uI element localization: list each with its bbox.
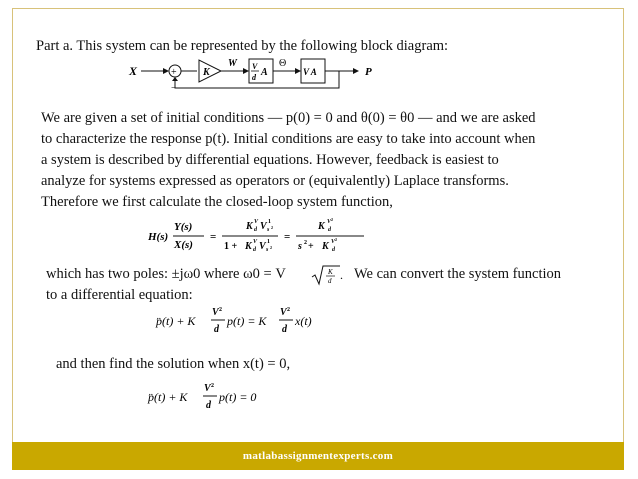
paragraph-line: We are given a set of initial conditions — p(0) = 0 and θ(0) = θ0 — and we are asked [41, 110, 536, 126]
diagram-input-label: X [129, 64, 138, 78]
eq1-den-v2: V [259, 241, 266, 252]
eq1-r-den-k: K [322, 241, 329, 252]
equation-closed-loop [146, 214, 376, 258]
eq3-v: V [204, 383, 211, 394]
solution-text: and then find the solution when x(t) = 0, [56, 356, 291, 372]
convert-text: We can convert the system function [354, 266, 562, 282]
eq2-v: V [212, 307, 219, 318]
eq1-den-d: d [253, 247, 256, 253]
sqrt-d: d [328, 277, 332, 285]
eq1-num-one: 1 [268, 219, 271, 225]
diagram-output-label: P [365, 66, 372, 78]
eq2-v2: V [280, 307, 287, 318]
eq3-d: d [206, 400, 211, 411]
paragraph-line: to characterize the response p(t). Initial conditions are easy to take into account when [41, 131, 536, 147]
eq1-num-d: d [254, 227, 257, 233]
footer-website[interactable]: matlabassignmentexperts.com [242, 450, 394, 462]
eq3-rhs: p(t) = 0 [219, 390, 257, 404]
eq1-den-s: s [266, 247, 269, 253]
eq1-num-k: K [246, 221, 253, 232]
eq1-den-oneplus: 1 + [224, 241, 238, 252]
arrowhead-4 [353, 68, 359, 74]
eq1-equals1: = [210, 231, 217, 243]
eq1-den-k: K [245, 241, 252, 252]
poles-text: which has two poles: ±jω0 where ω0 = V [46, 266, 286, 282]
eq2-exp: 2 [219, 307, 222, 313]
eq1-den-v: V [253, 239, 258, 245]
eq1-r-num-v-exp: 2 [331, 217, 333, 222]
poles-period: . [340, 268, 343, 282]
sqrt-k: K [328, 268, 333, 276]
gain-label: K [203, 67, 210, 78]
eq1-num-v2: V [260, 221, 267, 232]
intro-text: Part a. This system can be represented by the following block diagram: [36, 38, 449, 54]
eq1-r-den-s: s [298, 241, 302, 252]
paragraph-line: analyze for systems expressed as operators or (equivalently) Laplace transforms. [41, 173, 509, 189]
paragraph-line: Therefore we first calculate the closed-loop system function, [41, 194, 393, 210]
eq1-r-num-d: d [328, 227, 331, 233]
equation-differential [154, 303, 334, 339]
sqrt-sign [312, 266, 340, 284]
eq1-num-s: s [267, 227, 270, 233]
eq1-num-exp: 2 [271, 225, 273, 230]
eq1-den-exp: 2 [270, 245, 272, 250]
block1-v: V [252, 62, 258, 71]
arrowhead-2 [243, 68, 249, 74]
eq1-ys: Y(s) [174, 221, 193, 233]
arrowhead-1 [163, 68, 169, 74]
eq1-equals2: = [284, 231, 291, 243]
eq2-rhs: x(t) [295, 314, 312, 328]
footer-bar [12, 442, 624, 470]
eq3-exp: 2 [211, 383, 214, 389]
eq1-r-num-v: V [327, 219, 332, 225]
eq1-den-one: 1 [267, 239, 270, 245]
eq1-r-den-v-exp: 2 [335, 237, 337, 242]
eq2-mid: p(t) = K [227, 314, 267, 328]
arrowhead-3 [295, 68, 301, 74]
paragraph-line: a system is described by differential equations. However, feedback is easiest to [41, 152, 499, 168]
equation-homogeneous [146, 379, 286, 415]
convert-text-line2: to a differential equation: [46, 287, 193, 303]
eq1-xs: X(s) [174, 239, 193, 251]
signal-w-label: W [228, 58, 237, 69]
block-diagram [125, 55, 395, 95]
eq1-lhs: H(s) [148, 231, 169, 243]
eq1-r-den-exp: 2 [304, 240, 307, 246]
eq1-num-v: V [254, 219, 259, 225]
eq1-r-num-k: K [318, 221, 325, 232]
eq1-r-den-v: V [331, 239, 336, 245]
sqrt-k-over-d [310, 263, 346, 287]
block2-label: V A [303, 67, 317, 77]
eq1-r-den-d: d [332, 247, 335, 253]
eq2-exp2: 2 [287, 307, 290, 313]
sum-minus-sign: − [171, 83, 177, 94]
eq1-r-den-plus: + [308, 241, 314, 252]
block1-d: d [252, 73, 256, 82]
block1-a: A [261, 67, 268, 78]
eq2-lhs: p̈(t) + K [156, 314, 196, 328]
eq2-d2: d [282, 324, 287, 335]
signal-theta-label: Θ [279, 58, 287, 69]
sum-plus-sign: + [171, 67, 177, 78]
eq2-d: d [214, 324, 219, 335]
eq3-lhs: p̈(t) + K [148, 390, 188, 404]
